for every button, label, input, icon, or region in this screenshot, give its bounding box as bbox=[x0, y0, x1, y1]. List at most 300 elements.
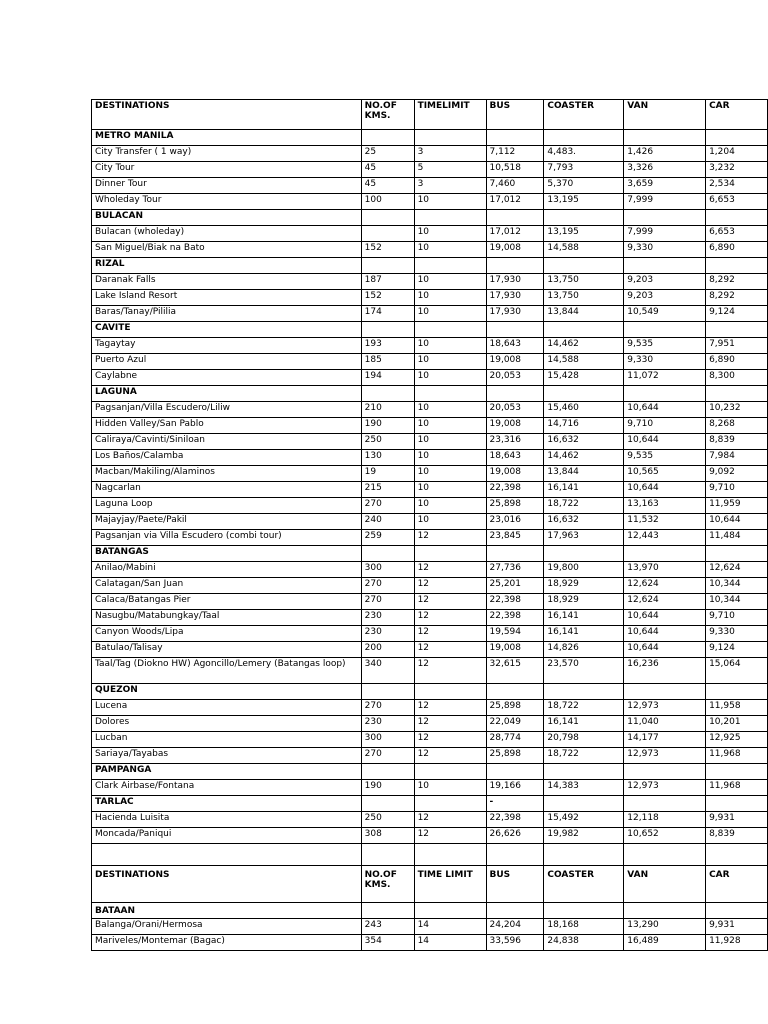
section-cell bbox=[544, 210, 624, 226]
cell-bus: 20,053 bbox=[486, 402, 544, 418]
cell-kms: 215 bbox=[361, 482, 414, 498]
cell-car: 11,958 bbox=[706, 700, 768, 716]
cell-bus: 26,626 bbox=[486, 828, 544, 844]
cell-coaster: 13,195 bbox=[544, 226, 624, 242]
cell-coaster: 16,632 bbox=[544, 514, 624, 530]
cell-van: 10,644 bbox=[624, 642, 706, 658]
cell-coaster: 17,963 bbox=[544, 530, 624, 546]
spacer-cell bbox=[486, 844, 544, 866]
cell-kms: 270 bbox=[361, 748, 414, 764]
cell-bus: 23,845 bbox=[486, 530, 544, 546]
header-car: CAR bbox=[706, 866, 768, 903]
cell-time-limit: 12 bbox=[414, 626, 486, 642]
table-row bbox=[92, 482, 768, 498]
cell-destination: Majayjay/Paete/Pakil bbox=[92, 514, 362, 530]
cell-coaster: 19,800 bbox=[544, 562, 624, 578]
cell-coaster: 5,370 bbox=[544, 178, 624, 194]
cell-time-limit: 10 bbox=[414, 306, 486, 322]
cell-van: 12,973 bbox=[624, 748, 706, 764]
cell-coaster: 15,492 bbox=[544, 812, 624, 828]
cell-van: 9,330 bbox=[624, 354, 706, 370]
cell-van: 3,659 bbox=[624, 178, 706, 194]
cell-destination: Moncada/Paniqui bbox=[92, 828, 362, 844]
cell-destination: Los Baños/Calamba bbox=[92, 450, 362, 466]
cell-van: 10,644 bbox=[624, 626, 706, 642]
section-row bbox=[92, 386, 768, 402]
cell-van: 16,236 bbox=[624, 658, 706, 684]
cell-destination: Sariaya/Tayabas bbox=[92, 748, 362, 764]
cell-kms: 270 bbox=[361, 594, 414, 610]
cell-destination: Nagcarlan bbox=[92, 482, 362, 498]
cell-coaster: 13,195 bbox=[544, 194, 624, 210]
cell-bus: 22,049 bbox=[486, 716, 544, 732]
header-coaster: COASTER bbox=[544, 866, 624, 903]
section-cell bbox=[361, 546, 414, 562]
cell-kms: 270 bbox=[361, 498, 414, 514]
section-cell bbox=[414, 210, 486, 226]
cell-car: 8,839 bbox=[706, 434, 768, 450]
header-bus: BUS bbox=[486, 866, 544, 903]
cell-destination: City Transfer ( 1 way) bbox=[92, 146, 362, 162]
cell-van: 13,163 bbox=[624, 498, 706, 514]
cell-destination: Bulacan (wholeday) bbox=[92, 226, 362, 242]
cell-van: 13,290 bbox=[624, 919, 706, 935]
cell-van: 12,973 bbox=[624, 780, 706, 796]
cell-destination: Dinner Tour bbox=[92, 178, 362, 194]
header-van: VAN bbox=[624, 100, 706, 130]
cell-van: 11,532 bbox=[624, 514, 706, 530]
cell-kms: 210 bbox=[361, 402, 414, 418]
table-row bbox=[92, 162, 768, 178]
table-row bbox=[92, 434, 768, 450]
header-kms: NO.OF KMS. bbox=[361, 100, 414, 130]
section-cell bbox=[706, 796, 768, 812]
cell-kms: 25 bbox=[361, 146, 414, 162]
cell-car: 2,534 bbox=[706, 178, 768, 194]
section-cell bbox=[544, 546, 624, 562]
header-kms: NO.OF KMS. bbox=[361, 866, 414, 903]
section-heading: BATAAN bbox=[92, 903, 362, 919]
cell-car: 9,124 bbox=[706, 306, 768, 322]
header-time-limit: TIME LIMIT bbox=[414, 866, 486, 903]
section-cell bbox=[544, 322, 624, 338]
cell-destination: Puerto Azul bbox=[92, 354, 362, 370]
section-row bbox=[92, 322, 768, 338]
cell-destination: Laguna Loop bbox=[92, 498, 362, 514]
cell-destination: Pagsanjan via Villa Escudero (combi tour) bbox=[92, 530, 362, 546]
cell-kms: 152 bbox=[361, 242, 414, 258]
cell-car: 9,330 bbox=[706, 626, 768, 642]
section-cell bbox=[544, 796, 624, 812]
header-row bbox=[92, 866, 768, 903]
section-row bbox=[92, 684, 768, 700]
cell-kms: 185 bbox=[361, 354, 414, 370]
cell-destination: Anilao/Mabini bbox=[92, 562, 362, 578]
cell-kms: 340 bbox=[361, 658, 414, 684]
header-coaster: COASTER bbox=[544, 100, 624, 130]
table-row bbox=[92, 748, 768, 764]
cell-time-limit: 10 bbox=[414, 514, 486, 530]
cell-coaster: 18,722 bbox=[544, 498, 624, 514]
section-row bbox=[92, 903, 768, 919]
cell-destination: Dolores bbox=[92, 716, 362, 732]
cell-kms: 19 bbox=[361, 466, 414, 482]
cell-van: 12,443 bbox=[624, 530, 706, 546]
cell-van: 14,177 bbox=[624, 732, 706, 748]
spacer-row bbox=[92, 844, 768, 866]
cell-destination: Calaca/Batangas Pier bbox=[92, 594, 362, 610]
table-row bbox=[92, 610, 768, 626]
table-row bbox=[92, 828, 768, 844]
table-row bbox=[92, 194, 768, 210]
section-cell bbox=[361, 210, 414, 226]
cell-kms: 194 bbox=[361, 370, 414, 386]
cell-bus: 20,053 bbox=[486, 370, 544, 386]
section-heading: PAMPANGA bbox=[92, 764, 362, 780]
header-destination: DESTINATIONS bbox=[92, 100, 362, 130]
section-cell bbox=[361, 684, 414, 700]
cell-destination: Wholeday Tour bbox=[92, 194, 362, 210]
cell-van: 1,426 bbox=[624, 146, 706, 162]
cell-car: 11,968 bbox=[706, 748, 768, 764]
cell-time-limit: 10 bbox=[414, 434, 486, 450]
section-cell bbox=[706, 258, 768, 274]
cell-van: 16,489 bbox=[624, 935, 706, 951]
cell-van: 7,999 bbox=[624, 194, 706, 210]
cell-bus: 7,460 bbox=[486, 178, 544, 194]
cell-time-limit: 10 bbox=[414, 466, 486, 482]
cell-car: 9,931 bbox=[706, 919, 768, 935]
cell-time-limit: 12 bbox=[414, 530, 486, 546]
section-cell bbox=[706, 903, 768, 919]
section-cell bbox=[544, 764, 624, 780]
section-cell bbox=[544, 684, 624, 700]
cell-van: 3,326 bbox=[624, 162, 706, 178]
section-cell bbox=[414, 903, 486, 919]
section-heading: BULACAN bbox=[92, 210, 362, 226]
cell-destination: Lucena bbox=[92, 700, 362, 716]
cell-bus: 19,594 bbox=[486, 626, 544, 642]
cell-bus: 22,398 bbox=[486, 812, 544, 828]
section-cell bbox=[486, 764, 544, 780]
table-row bbox=[92, 306, 768, 322]
cell-van: 9,330 bbox=[624, 242, 706, 258]
cell-coaster: 16,632 bbox=[544, 434, 624, 450]
cell-destination: City Tour bbox=[92, 162, 362, 178]
section-row bbox=[92, 210, 768, 226]
cell-van: 11,072 bbox=[624, 370, 706, 386]
section-cell bbox=[624, 684, 706, 700]
cell-bus: 19,008 bbox=[486, 354, 544, 370]
cell-kms: 152 bbox=[361, 290, 414, 306]
cell-car: 12,925 bbox=[706, 732, 768, 748]
section-cell bbox=[486, 903, 544, 919]
table-row bbox=[92, 402, 768, 418]
section-cell bbox=[624, 546, 706, 562]
section-cell bbox=[361, 322, 414, 338]
table-row bbox=[92, 242, 768, 258]
section-heading: BATANGAS bbox=[92, 546, 362, 562]
cell-car: 1,204 bbox=[706, 146, 768, 162]
spacer-cell bbox=[414, 844, 486, 866]
cell-bus: 17,012 bbox=[486, 194, 544, 210]
cell-coaster: 18,722 bbox=[544, 748, 624, 764]
section-heading: LAGUNA bbox=[92, 386, 362, 402]
cell-time-limit: 10 bbox=[414, 290, 486, 306]
cell-coaster: 16,141 bbox=[544, 716, 624, 732]
cell-destination: Hidden Valley/San Pablo bbox=[92, 418, 362, 434]
cell-van: 10,644 bbox=[624, 434, 706, 450]
cell-car: 10,201 bbox=[706, 716, 768, 732]
header-van: VAN bbox=[624, 866, 706, 903]
cell-coaster: 19,982 bbox=[544, 828, 624, 844]
cell-coaster: 14,383 bbox=[544, 780, 624, 796]
cell-kms: 250 bbox=[361, 812, 414, 828]
cell-car: 6,653 bbox=[706, 226, 768, 242]
cell-van: 10,549 bbox=[624, 306, 706, 322]
table-row bbox=[92, 732, 768, 748]
cell-coaster: 14,716 bbox=[544, 418, 624, 434]
cell-bus: 25,898 bbox=[486, 700, 544, 716]
section-cell bbox=[361, 258, 414, 274]
cell-destination: Lucban bbox=[92, 732, 362, 748]
section-cell bbox=[414, 258, 486, 274]
cell-time-limit: 10 bbox=[414, 418, 486, 434]
section-cell bbox=[544, 130, 624, 146]
cell-kms: 174 bbox=[361, 306, 414, 322]
cell-time-limit: 10 bbox=[414, 482, 486, 498]
section-cell: - bbox=[486, 796, 544, 812]
cell-coaster: 20,798 bbox=[544, 732, 624, 748]
cell-coaster: 14,588 bbox=[544, 242, 624, 258]
cell-van: 10,644 bbox=[624, 482, 706, 498]
cell-car: 12,624 bbox=[706, 562, 768, 578]
cell-car: 8,300 bbox=[706, 370, 768, 386]
table-row bbox=[92, 642, 768, 658]
cell-car: 11,968 bbox=[706, 780, 768, 796]
cell-coaster: 14,462 bbox=[544, 338, 624, 354]
cell-kms: 300 bbox=[361, 732, 414, 748]
section-cell bbox=[414, 322, 486, 338]
cell-van: 10,565 bbox=[624, 466, 706, 482]
section-cell bbox=[624, 903, 706, 919]
cell-kms: 259 bbox=[361, 530, 414, 546]
cell-destination: Pagsanjan/Villa Escudero/Liliw bbox=[92, 402, 362, 418]
section-cell bbox=[486, 684, 544, 700]
section-row bbox=[92, 130, 768, 146]
cell-coaster: 15,460 bbox=[544, 402, 624, 418]
cell-van: 10,644 bbox=[624, 402, 706, 418]
cell-time-limit: 10 bbox=[414, 226, 486, 242]
cell-bus: 23,016 bbox=[486, 514, 544, 530]
spacer-cell bbox=[624, 844, 706, 866]
cell-van: 12,624 bbox=[624, 578, 706, 594]
table-row bbox=[92, 370, 768, 386]
cell-kms: 250 bbox=[361, 434, 414, 450]
cell-bus: 27,736 bbox=[486, 562, 544, 578]
cell-time-limit: 12 bbox=[414, 658, 486, 684]
section-cell bbox=[486, 210, 544, 226]
cell-destination: San Miguel/Biak na Bato bbox=[92, 242, 362, 258]
rates-table bbox=[91, 99, 768, 951]
cell-kms: 230 bbox=[361, 610, 414, 626]
cell-bus: 25,898 bbox=[486, 498, 544, 514]
cell-bus: 18,643 bbox=[486, 338, 544, 354]
cell-bus: 10,518 bbox=[486, 162, 544, 178]
cell-time-limit: 10 bbox=[414, 274, 486, 290]
cell-time-limit: 12 bbox=[414, 642, 486, 658]
cell-coaster: 23,570 bbox=[544, 658, 624, 684]
cell-kms: 200 bbox=[361, 642, 414, 658]
section-cell bbox=[706, 684, 768, 700]
cell-kms: 230 bbox=[361, 626, 414, 642]
section-cell bbox=[624, 764, 706, 780]
cell-bus: 17,012 bbox=[486, 226, 544, 242]
section-cell bbox=[486, 258, 544, 274]
section-heading: RIZAL bbox=[92, 258, 362, 274]
cell-car: 15,064 bbox=[706, 658, 768, 684]
cell-kms: 230 bbox=[361, 716, 414, 732]
cell-car: 6,890 bbox=[706, 242, 768, 258]
cell-bus: 23,316 bbox=[486, 434, 544, 450]
cell-bus: 17,930 bbox=[486, 306, 544, 322]
spacer-cell bbox=[92, 844, 362, 866]
section-cell bbox=[361, 796, 414, 812]
cell-time-limit: 10 bbox=[414, 498, 486, 514]
cell-coaster: 14,826 bbox=[544, 642, 624, 658]
section-cell bbox=[414, 796, 486, 812]
header-bus: BUS bbox=[486, 100, 544, 130]
cell-kms bbox=[361, 226, 414, 242]
cell-van: 7,999 bbox=[624, 226, 706, 242]
section-cell bbox=[361, 903, 414, 919]
table-row bbox=[92, 716, 768, 732]
table-row bbox=[92, 514, 768, 530]
section-heading: CAVITE bbox=[92, 322, 362, 338]
section-heading: TARLAC bbox=[92, 796, 362, 812]
cell-time-limit: 12 bbox=[414, 716, 486, 732]
cell-van: 11,040 bbox=[624, 716, 706, 732]
table-row bbox=[92, 562, 768, 578]
section-cell bbox=[544, 386, 624, 402]
table-row bbox=[92, 450, 768, 466]
cell-kms: 300 bbox=[361, 562, 414, 578]
cell-bus: 22,398 bbox=[486, 610, 544, 626]
table-row bbox=[92, 780, 768, 796]
cell-destination: Hacienda Luisita bbox=[92, 812, 362, 828]
section-cell bbox=[706, 130, 768, 146]
table-row bbox=[92, 578, 768, 594]
cell-car: 7,984 bbox=[706, 450, 768, 466]
section-cell bbox=[486, 546, 544, 562]
cell-time-limit: 3 bbox=[414, 178, 486, 194]
cell-coaster: 15,428 bbox=[544, 370, 624, 386]
cell-van: 12,118 bbox=[624, 812, 706, 828]
cell-car: 8,292 bbox=[706, 290, 768, 306]
cell-destination: Calatagan/San Juan bbox=[92, 578, 362, 594]
table-row bbox=[92, 466, 768, 482]
cell-car: 11,928 bbox=[706, 935, 768, 951]
cell-bus: 19,008 bbox=[486, 466, 544, 482]
section-cell bbox=[414, 130, 486, 146]
cell-destination: Macban/Makiling/Alaminos bbox=[92, 466, 362, 482]
cell-destination: Mariveles/Montemar (Bagac) bbox=[92, 935, 362, 951]
section-cell bbox=[624, 130, 706, 146]
rates-table-body bbox=[92, 100, 768, 951]
cell-time-limit: 14 bbox=[414, 935, 486, 951]
section-cell bbox=[544, 903, 624, 919]
cell-time-limit: 12 bbox=[414, 748, 486, 764]
cell-destination: Lake Island Resort bbox=[92, 290, 362, 306]
cell-bus: 25,201 bbox=[486, 578, 544, 594]
cell-bus: 19,166 bbox=[486, 780, 544, 796]
table-row bbox=[92, 354, 768, 370]
cell-time-limit: 3 bbox=[414, 146, 486, 162]
cell-van: 9,535 bbox=[624, 450, 706, 466]
cell-bus: 19,008 bbox=[486, 418, 544, 434]
table-row bbox=[92, 626, 768, 642]
section-heading: METRO MANILA bbox=[92, 130, 362, 146]
table-row bbox=[92, 700, 768, 716]
cell-destination: Baras/Tanay/Pililia bbox=[92, 306, 362, 322]
cell-destination: Canyon Woods/Lipa bbox=[92, 626, 362, 642]
cell-coaster: 24,838 bbox=[544, 935, 624, 951]
section-cell bbox=[624, 796, 706, 812]
cell-time-limit: 12 bbox=[414, 578, 486, 594]
section-cell bbox=[414, 764, 486, 780]
cell-destination: Batulao/Talisay bbox=[92, 642, 362, 658]
section-row bbox=[92, 546, 768, 562]
cell-kms: 45 bbox=[361, 162, 414, 178]
cell-coaster: 13,750 bbox=[544, 274, 624, 290]
cell-bus: 22,398 bbox=[486, 594, 544, 610]
cell-car: 9,092 bbox=[706, 466, 768, 482]
cell-time-limit: 10 bbox=[414, 354, 486, 370]
cell-car: 3,232 bbox=[706, 162, 768, 178]
section-cell bbox=[706, 386, 768, 402]
cell-coaster: 13,750 bbox=[544, 290, 624, 306]
section-cell bbox=[624, 386, 706, 402]
cell-van: 10,644 bbox=[624, 610, 706, 626]
table-row bbox=[92, 935, 768, 951]
cell-time-limit: 12 bbox=[414, 610, 486, 626]
cell-car: 6,890 bbox=[706, 354, 768, 370]
section-cell bbox=[486, 386, 544, 402]
cell-car: 8,268 bbox=[706, 418, 768, 434]
cell-van: 9,203 bbox=[624, 274, 706, 290]
table-row bbox=[92, 919, 768, 935]
cell-destination: Caliraya/Cavinti/Siniloan bbox=[92, 434, 362, 450]
cell-bus: 18,643 bbox=[486, 450, 544, 466]
cell-car: 9,710 bbox=[706, 610, 768, 626]
cell-bus: 33,596 bbox=[486, 935, 544, 951]
table-row bbox=[92, 274, 768, 290]
cell-car: 11,484 bbox=[706, 530, 768, 546]
cell-coaster: 7,793 bbox=[544, 162, 624, 178]
cell-time-limit: 10 bbox=[414, 338, 486, 354]
section-cell bbox=[624, 210, 706, 226]
cell-car: 6,653 bbox=[706, 194, 768, 210]
cell-car: 10,344 bbox=[706, 594, 768, 610]
cell-time-limit: 12 bbox=[414, 732, 486, 748]
cell-kms: 308 bbox=[361, 828, 414, 844]
table-row bbox=[92, 530, 768, 546]
cell-car: 9,124 bbox=[706, 642, 768, 658]
cell-coaster: 14,588 bbox=[544, 354, 624, 370]
cell-destination: Clark Airbase/Fontana bbox=[92, 780, 362, 796]
cell-destination: Caylabne bbox=[92, 370, 362, 386]
cell-van: 13,970 bbox=[624, 562, 706, 578]
